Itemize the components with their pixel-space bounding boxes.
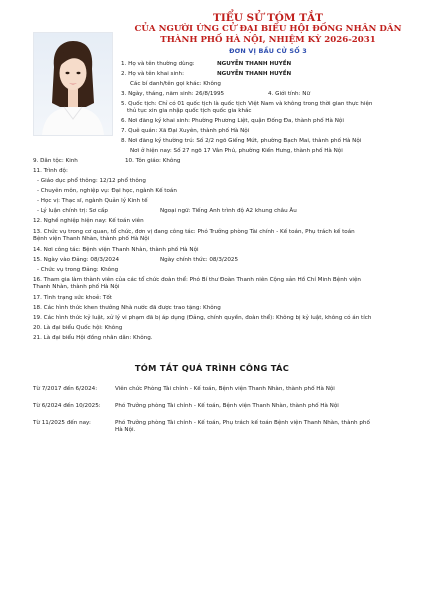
field-party-position: - Chức vụ trong Đảng: Không [37,267,119,273]
field-permanent-residence: 8. Nơi đăng ký thường trú: Số 2/2 ngõ Giếng Mứt, phường Bạch Mai, thành phố Hà Nội [121,138,362,144]
field-nationality: 5. Quốc tịch: Chỉ có 01 quốc tịch là quốc tịch Việt Nam và không trong thời gian thực hiện [121,101,373,107]
document-subtitle-line-2: THÀNH PHỐ HÀ NỘI, NHIỆM KỲ 2026-2031 [160,35,376,45]
field-hometown: 7. Quê quán: Xã Đại Xuyên, thành phố Hà Nội [121,128,250,134]
field-common-name [121,61,292,68]
field-organizations: 16. Tham gia làm thành viên của các tổ chức đoàn thể: Phó Bí thư Đoàn Thanh niên Cộng sản Hồ Chí Minh Bệnh viện [33,277,361,283]
field-religion: 10. Tôn giáo: Không [125,158,181,164]
field-party-join-date: 15. Ngày vào Đảng: 08/3/2024 [33,257,120,263]
document-subtitle-line-1: CỦA NGƯỜI ỨNG CỬ ĐẠI BIỂU HỘI ĐỒNG NHÂN DÂN [134,24,402,34]
field-political-theory: - Lý luận chính trị: Sơ cấp [37,208,108,214]
field-occupation: 12. Nghề nghiệp hiện nay: Kế toán viên [33,218,144,224]
field-party-official-date: Ngày chính thức: 08/3/2025 [160,257,238,263]
field-position: 13. Chức vụ trong cơ quan, tổ chức, đơn vị đang công tác: Phó Trưởng phòng Tài chính - Kế toán, Phụ trách kế toán [33,229,355,235]
field-general-education: - Giáo dục phổ thông: 12/12 phổ thông [37,178,146,184]
field-gender: 4. Giới tính: Nữ [268,91,310,97]
field-health: 17. Tình trạng sức khoẻ: Tốt [33,295,112,301]
career-period-2: Từ 6/2024 đến 10/2025: [33,403,101,409]
field-label: 2. Họ và tên khai sinh: [121,71,184,77]
document-title: TIỂU SỬ TÓM TẮT [213,12,323,24]
field-birth-name [121,71,292,78]
field-awards: 18. Các hình thức khen thưởng Nhà nước đã được trao tặng: Không [33,305,221,311]
field-nationality-cont: thủ tục xin gia nhập quốc tịch quốc gia khác [127,108,252,114]
career-period-1: Từ 7/2017 đến 6/2024: [33,386,98,392]
election-unit: ĐƠN VỊ BẦU CỬ SỐ 3 [229,47,307,55]
field-ethnicity: 9. Dân tộc: Kinh [33,158,78,164]
field-discipline: 19. Các hình thức kỷ luật, xử lý vi phạm đã bị áp dụng (Đảng, chính quyền, đoàn thể): Không bị kỷ luật, không có án tích [33,315,372,321]
field-foreign-language: Ngoại ngữ: Tiếng Anh trình độ A2 khung châu Âu [160,208,297,214]
field-birth-date: 3. Ngày, tháng, năm sinh: 26/8/1995 [121,91,225,97]
field-birth-registration: 6. Nơi đăng ký khai sinh: Phường Phương Liệt, quận Đống Đa, thành phố Hà Nội [121,118,344,124]
field-peoples-council: 21. Là đại biểu Hội đồng nhân dân: Không. [33,335,153,341]
field-aliases: Các bí danh/tên gọi khác: Không [130,81,221,87]
field-value-birth-name: NGUYỄN THANH HUYỀN [217,71,292,77]
field-national-assembly: 20. Là đại biểu Quốc hội: Không [33,325,123,331]
career-section-title: TÓM TẮT QUÁ TRÌNH CÔNG TÁC [134,363,290,373]
field-degree: - Học vị: Thạc sĩ, ngành Quản lý Kinh tế [37,198,148,204]
field-workplace: 14. Nơi công tác: Bệnh viện Thanh Nhàn, thành phố Hà Nội [33,247,199,253]
field-organizations-cont: Thanh Nhàn, thành phố Hà Nội [33,284,120,290]
career-role-2: Phó Trưởng phòng Tài chính - Kế toán, Bệnh viện Thanh Nhàn, thành phố Hà Nội [115,403,339,409]
field-value-name: NGUYỄN THANH HUYỀN [217,61,292,67]
career-role-1: Viên chức Phòng Tài chính - Kế toán, Bệnh viện Thanh Nhàn, thành phố Hà Nội [115,386,335,392]
field-position-cont: Bệnh viện Thanh Nhàn, thành phố Hà Nội [33,236,150,242]
portrait-photo [33,32,113,136]
field-label: 1. Họ và tên thường dùng: [121,61,195,67]
career-period-3: Từ 11/2025 đến nay: [33,420,91,426]
career-role-3: Phó Trưởng phòng Tài chính - Kế toán, Phụ trách kế toán Bệnh viện Thanh Nhàn, thành phố Hà Nội. [115,420,370,433]
field-current-residence: Nơi ở hiện nay: Số 27 ngõ 17 Vân Phú, phường Kiến Hưng, thành phố Hà Nội [130,148,343,154]
field-professional: - Chuyên môn, nghiệp vụ: Đại học, ngành Kế toán [37,188,177,194]
field-education-heading: 11. Trình độ: [33,168,68,174]
portrait-photo-icon [34,33,112,135]
